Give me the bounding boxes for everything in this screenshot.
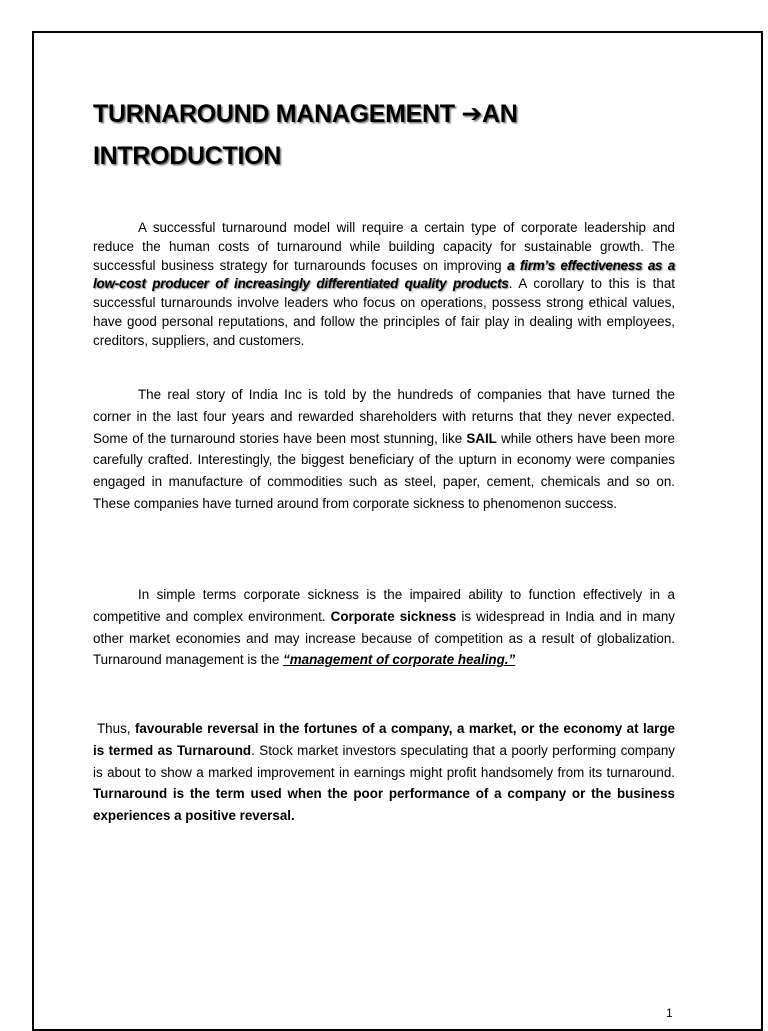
paragraph-turnaround-text-b: . Stock market investors speculating that a poorly performing company is about to show a marked improvement in earnings might profit handsomely from its turnaround. [93, 742, 675, 780]
page-border [32, 31, 763, 1031]
title-line-2: INTRODUCTION [93, 142, 282, 170]
page-title [93, 93, 693, 177]
paragraph-turnaround-bold-a: favourable reversal in the fortunes of a company, a market, or the economy at large is termed as Turnaround [93, 721, 676, 758]
paragraph-intro [93, 219, 675, 351]
paragraph-corporate-sickness-quote: “management of corporate healing.” [283, 652, 516, 668]
title-line-1-end: AN [482, 100, 518, 128]
paragraph-intro-emphasis: a firm’s effectiveness as a low-cost producer of increasingly differentiated quality products [93, 257, 675, 292]
paragraph-turnaround-bold-b: Turnaround is the term used when the poor performance of a company or the business experiences a positive reversal. [93, 786, 675, 824]
paragraph-india-inc [93, 384, 675, 515]
paragraph-corporate-sickness-bold: Corporate sickness [330, 608, 457, 624]
arrow-icon: ➔ [461, 100, 483, 128]
paragraph-india-inc-text-b: while others have been more carefully crafted. Interestingly, the biggest beneficiary of the upturn in economy were companies engaged in manufacture of commodities such as steel, paper, cement, chemicals and so on. These companies have turned around from corporate sickness to phenomenon success. [93, 430, 675, 511]
paragraph-turnaround-text-a: Thus, [97, 721, 135, 736]
paragraph-corporate-sickness-text-a: In simple terms corporate sickness is the impaired ability to function effectively in a competitive and complex environment. [93, 587, 675, 624]
title-line-1: TURNAROUND MANAGEMENT [93, 100, 462, 128]
paragraph-corporate-sickness [93, 584, 675, 671]
paragraph-corporate-sickness-text-b: is widespread in India and in many other market economies and may increase because of competition as a result of globalization. Turnaround management is the [93, 608, 675, 668]
paragraph-intro-text-a: A successful turnaround model will require a certain type of corporate leadership and reduce the human costs of turnaround while building capacity for sustainable growth. The successful business strategy for turnarounds focuses on improving [93, 220, 675, 273]
page-number: 1 [666, 1006, 673, 1020]
paragraph-intro-text-b: . A corollary to this is that successful turnarounds involve leaders who focus on operations, possess strong ethical values, have good personal reputations, and follow the principles of fair play in dealing with employees, creditors, suppliers, and customers. [93, 276, 676, 348]
paragraph-turnaround-definition [93, 718, 675, 827]
paragraph-india-inc-text-a: The real story of India Inc is told by the hundreds of companies that have turned the corner in the last four years and rewarded shareholders with returns that they never expected. Some of the turnaround stories have been most stunning, like [93, 387, 675, 446]
paragraph-india-inc-bold: SAIL [466, 430, 497, 446]
